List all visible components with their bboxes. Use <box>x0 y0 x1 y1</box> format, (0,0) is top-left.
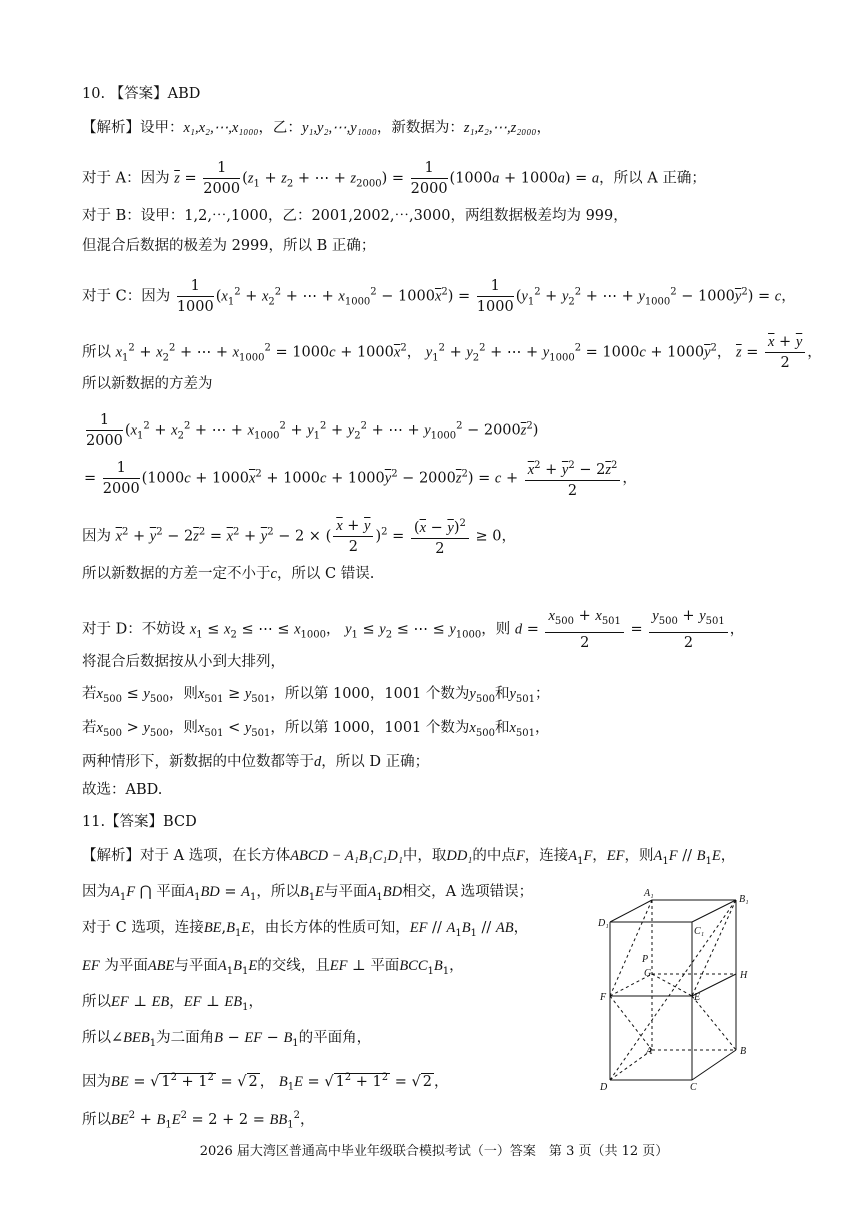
q10-header: 10. 【答案】ABD <box>82 86 201 102</box>
label-p: P <box>642 954 649 965</box>
q10-option-b-line2: 但混合后数据的极差为 2999，所以 B 正确； <box>82 238 376 254</box>
label-e: E <box>694 992 701 1003</box>
cuboid-figure <box>596 884 768 1094</box>
label-a: A <box>646 1046 653 1057</box>
q11-line3: 对于 C 选项，连接$BE,B_1E$，由长方体的性质可知，EF // $A_1B_1$ // AB， <box>82 920 529 939</box>
label-d1: D₁ <box>598 918 609 929</box>
q10-option-c-conclusion: 所以新数据的方差一定不小于c，所以 C 错误. <box>82 566 375 582</box>
q10-new-variance-label: 所以新数据的方差为 <box>82 376 213 392</box>
q10-option-d-line1: 对于 D：不妨设 $x_1 \le x_2$ ≤ ⋯ ≤ $x_{1000}$， $y_1 \le y_2$ ≤ ⋯ ≤ $y_{1000}$，则 d = $\frac{x_{500} + x_{501}}{2}$ = $\frac{y_{500} + y_{501}}{2}$ ， <box>82 608 745 651</box>
label-h: H <box>740 970 748 981</box>
q10-case1-line: 若$x_{500} \le y_{500}$，则$x_{501} \ge y_{501}$，所以第 1000，1001 个数为$y_{500}$和$y_{501}$； <box>82 686 550 705</box>
page-footer: 2026 届大湾区普通高中毕业年级联合模拟考试（一）答案 第 3 页（共 12 页） <box>199 1144 669 1159</box>
q10-sort-line: 将混合后数据按从小到大排列， <box>82 654 285 670</box>
q10-variance-expr1: $\frac{1}{2000}$ ($x_1^2 + x_2^2$ + ⋯ + $x_{1000}^2 + y_1^2 + y_2^2$ + ⋯ + $y_{1000}^2 - 2000\overline{z}^2$) <box>86 412 539 449</box>
q10-because-line: 因为 $\overline{x}^2 + \overline{y}^2 - 2\overline{z}^2 = \overline{x}^2 + \overline{y}^2 - 2$ × ( $\frac{\overline{x} + \overline{y}}{2}$ )$^2$ = $\frac{(\overline{x} - \overline{y})^2}{2}$ ≥ 0， <box>82 517 516 557</box>
label-b: B <box>740 1046 747 1057</box>
q10-setup-line: 【解析】设甲：x₁,x₂,⋯,x₁₀₀₀，乙：y₁,y₂,⋯,y₁₀₀₀，新数据为：z₁,z₂,⋯,z₂₀₀₀， <box>82 120 551 136</box>
q11-line6: 所以$\angle BEB_1$为二面角B − EF − $B_1$的平面角， <box>82 1030 372 1049</box>
q10-variance-expr2: = $\frac{1}{2000}$ $(1000c + 1000\overline{x}^2 + 1000c + 1000\overline{y}^2 - 2000\overline{z}^2) = c$ + $\frac{\overline{x}^2 + \overline{y}^2 - 2\overline{z}^2}{2}$ ， <box>84 459 637 499</box>
q11-line7: 因为BE = √ $1^2 + 1^2$ = √ 2 ， $B_1E$ = √ $1^2 + 1^2$ = √ 2 ， <box>82 1072 449 1093</box>
q11-line8: 所以$BE^2 + B_1E^2 = 2 + 2 = BB_1^2$， <box>82 1110 315 1131</box>
label-c: C <box>690 1082 697 1093</box>
label-d: D <box>600 1082 608 1093</box>
label-b1: B₁ <box>739 894 749 905</box>
q11-line2: 因为$A_1F$ ⋂ 平面$A_1BD = A_1$，所以$B_1E$与平面$A_1BD$相交，A 选项错误； <box>82 884 534 903</box>
q11-header: 11.【答案】BCD <box>82 814 197 830</box>
q11-line5: 所以EF ⊥ EB，EF ⊥ $EB_1$， <box>82 994 263 1013</box>
q10-option-b-line1: 对于 B：设甲：1,2,⋯,1000，乙：2001,2002,⋯,3000，两组数据极差均为 999， <box>82 208 628 224</box>
label-g: G <box>644 968 652 979</box>
q11-line4: EF 为平面ABE与平面$A_1B_1E$的交线，且EF ⊥ 平面$BCC_1B_1$， <box>82 958 464 977</box>
q10-option-c-line1: 对于 C：因为 $\frac{1}{1000}$ ($x_1^2 + x_2^2$ + ⋯ + $x_{1000}^2 - 1000\overline{x}^2$) = $\frac{1}{1000}$ ($y_1^2 + y_2^2$ + ⋯ + $y_{1000}^2 - 1000\overline{y}^2) = c$， <box>82 278 796 315</box>
label-a1: A₁ <box>644 888 654 899</box>
q10-case2-line: 若$x_{500} > y_{500}$，则$x_{501} < y_{501}$，所以第 1000，1001 个数为$x_{500}$和$x_{501}$， <box>82 720 550 739</box>
q10-both-cases-line: 两种情形下，新数据的中位数都等于d，所以 D 正确； <box>82 754 430 770</box>
label-c1: C₁ <box>694 926 705 937</box>
q11-line1: 【解析】对于 A 选项，在长方体ABCD − A₁B₁C₁D₁中，取DD₁的中点F，连接$A_1F$，EF，则$A_1F // B_1E$， <box>82 848 736 867</box>
q10-choice: 故选：ABD. <box>82 782 163 798</box>
q10-option-c-line2: 所以 $x_1^2 + x_2^2$ + ⋯ + $x_{1000}^2 = 1000c + 1000\overline{x}^2$， $y_1^2 + y_2^2$ + ⋯ + $y_{1000}^2 = 1000c + 1000\overline{y}^2$， $\overline{z}$ = $\frac{\overline{x} + \overline{y}}{2}$ ， <box>82 334 822 371</box>
q10-option-a: 对于 A：因为 $\overline{z}$ = $\frac{1}{2000}$ ($z_1 + z_2$ + ⋯ + $z_{2000}$) = $\frac{1}{2000}$ (1000a + 1000a) = a，所以 A 正确； <box>82 160 706 197</box>
label-f: F <box>600 992 607 1003</box>
